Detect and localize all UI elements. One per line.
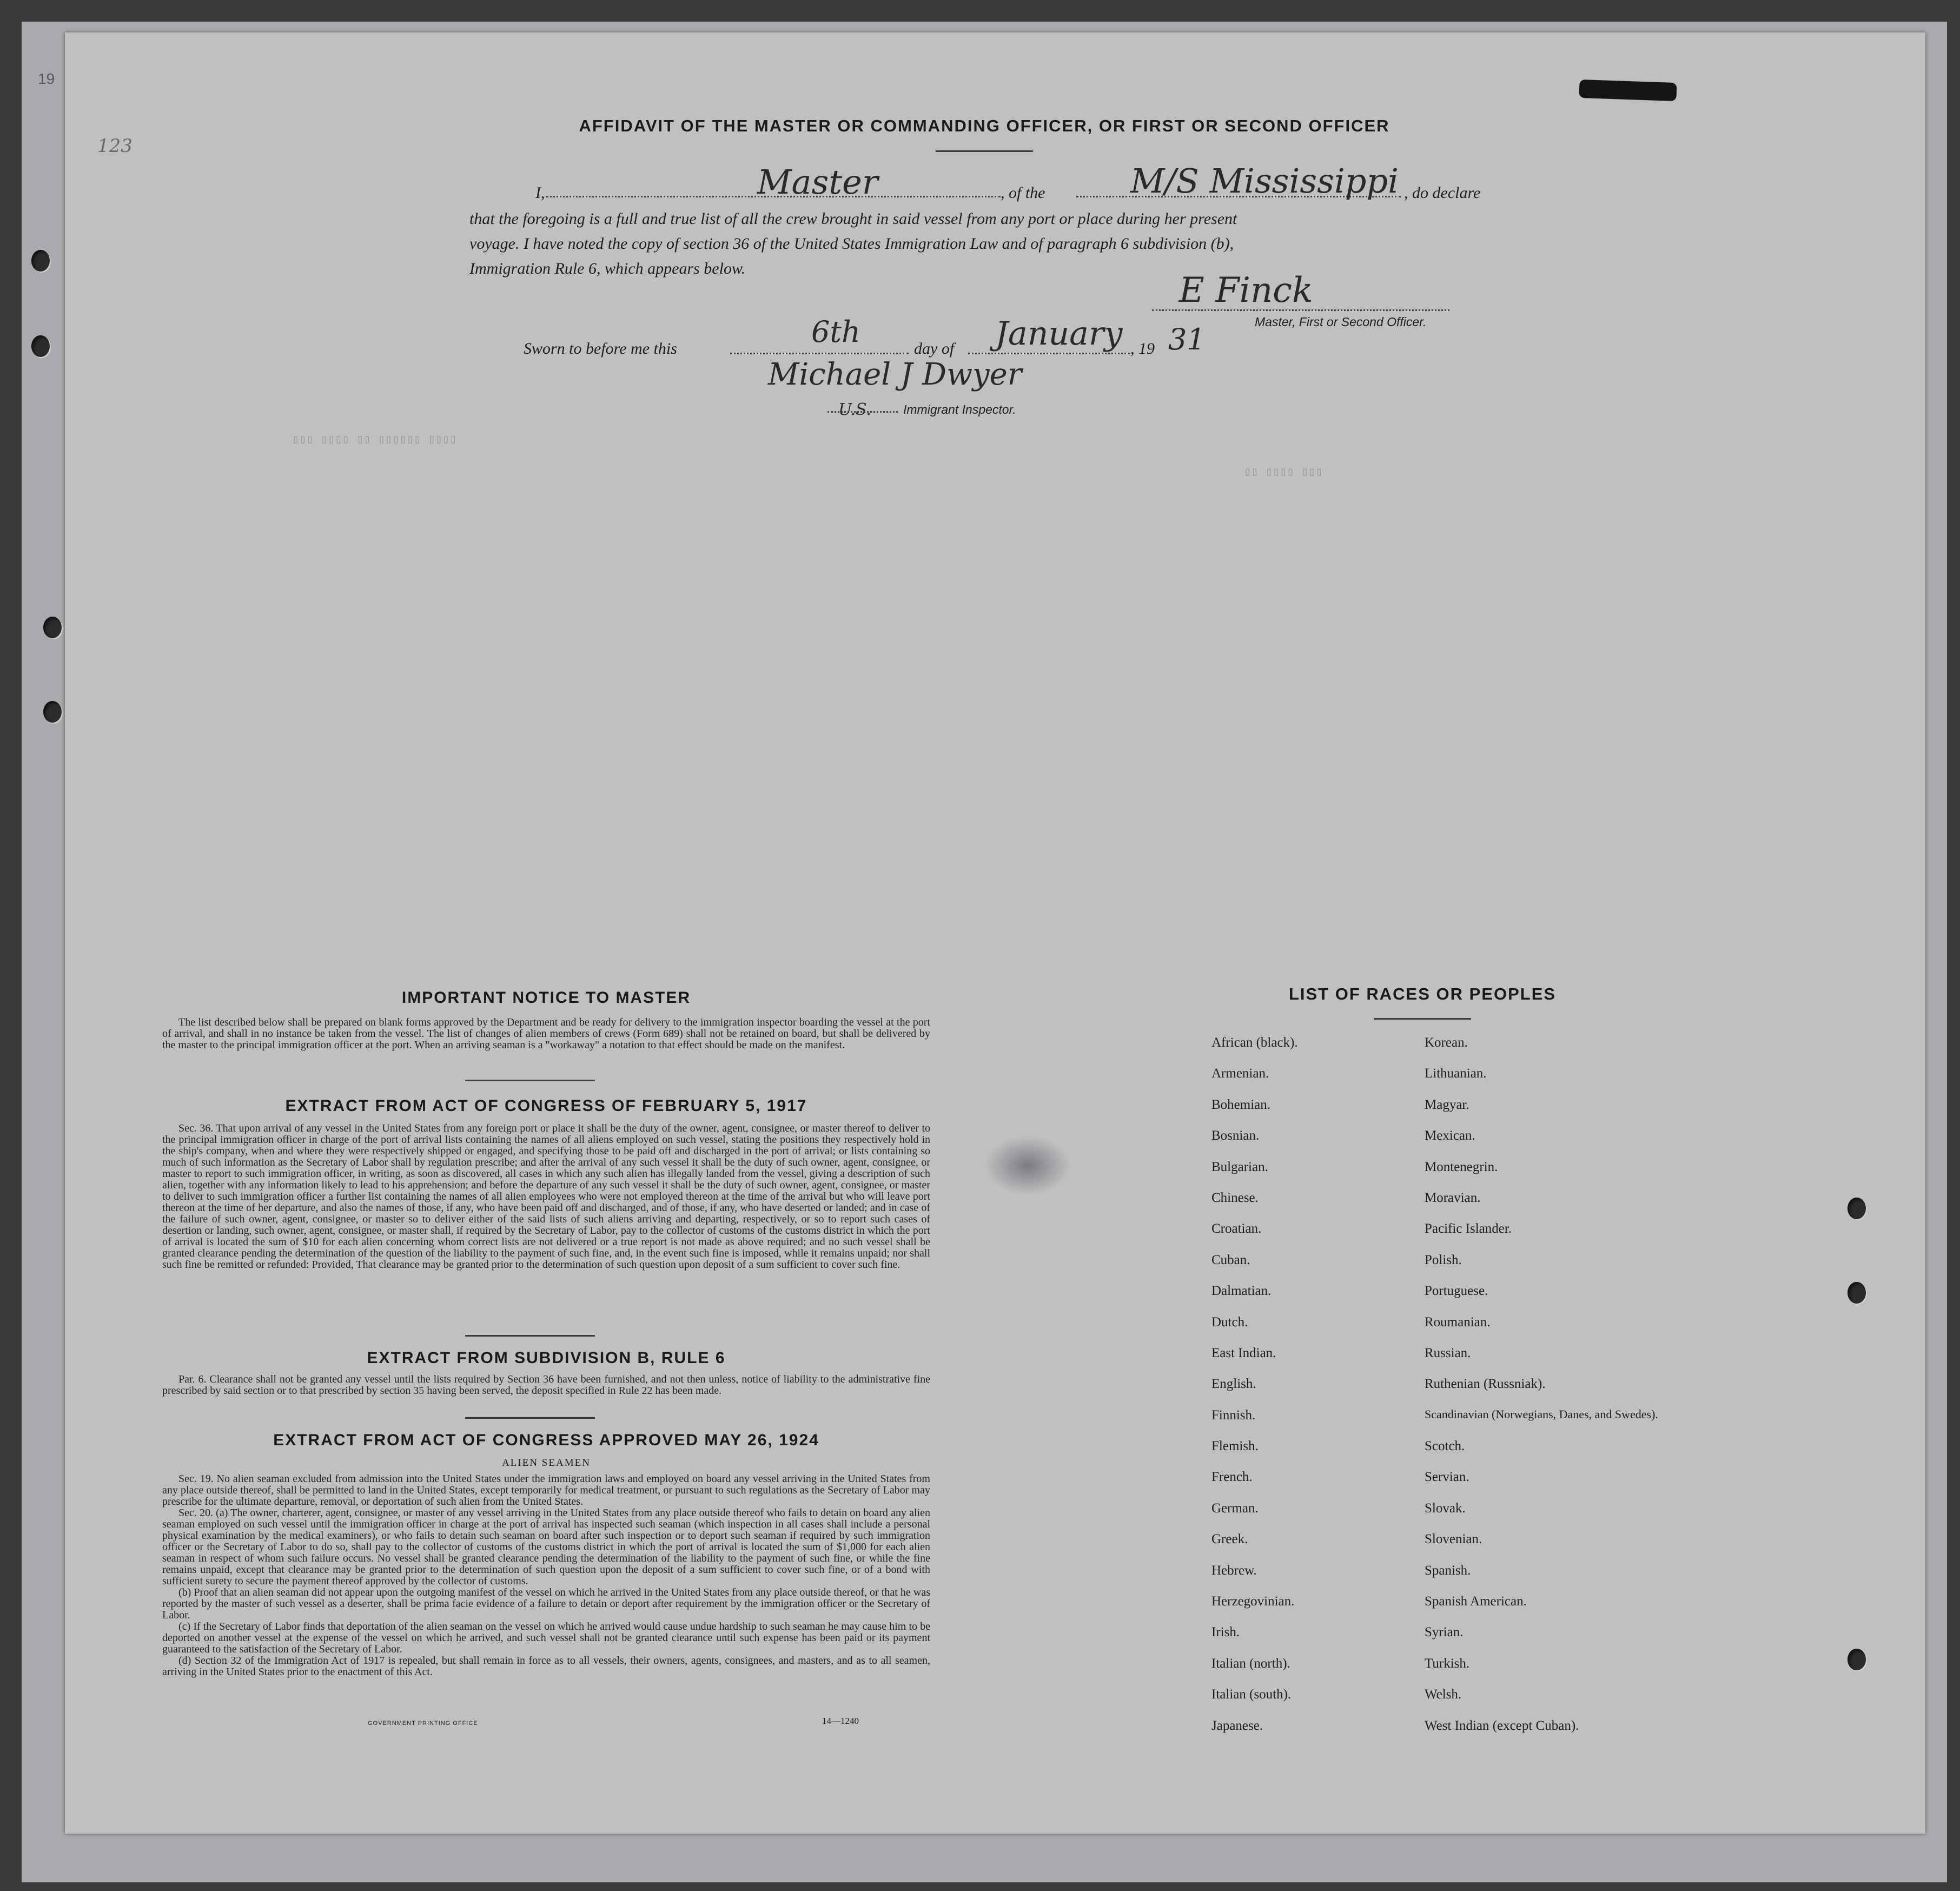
- extract-rule6-title: EXTRACT FROM SUBDIVISION B, RULE 6: [367, 1349, 726, 1367]
- extract-1924-paragraph: (d) Section 32 of the Immigration Act of 1917 is repealed, but shall remain in force as to all vessels, their owners, agents, consignees, and masters, and as to all seamen, arriving in the United States prior to the enactment of this Act.: [162, 1655, 930, 1678]
- officer-title-handwritten: Master: [757, 162, 878, 202]
- race-item: Herzegovinian.: [1211, 1594, 1295, 1609]
- smudge: [984, 1136, 1071, 1195]
- race-item: French.: [1211, 1470, 1253, 1485]
- race-item: Servian.: [1425, 1470, 1469, 1485]
- form-number: 14—1240: [822, 1716, 859, 1726]
- binder-hole: [1848, 1198, 1866, 1219]
- binder-hole: [31, 335, 50, 357]
- races-left-column: [1211, 1035, 1428, 1749]
- race-item: Cuban.: [1211, 1252, 1250, 1267]
- title-divider: [936, 150, 1033, 152]
- declare-suffix: , do declare: [1404, 184, 1481, 202]
- race-item: Ruthenian (Russniak).: [1425, 1377, 1546, 1392]
- declaration-line-4: Immigration Rule 6, which appears below.: [469, 260, 746, 277]
- race-item: Dutch.: [1211, 1314, 1248, 1330]
- races-divider: [1374, 1018, 1471, 1020]
- race-item: Mexican.: [1425, 1128, 1475, 1143]
- races-title: LIST OF RACES OR PEOPLES: [1288, 984, 1557, 1003]
- extract-1924-text: [162, 1473, 930, 1678]
- race-item: Japanese.: [1211, 1718, 1263, 1733]
- sworn-day: 6th: [811, 315, 860, 349]
- race-item: Greek.: [1211, 1532, 1248, 1547]
- race-item: Syrian.: [1425, 1625, 1464, 1640]
- extract-1917-paragraph: Sec. 36. That upon arrival of any vessel in the United States from any foreign port or place it shall be the duty of the owner, agent, consignee, or master thereof to deliver to the principal immigration officer in charge of the port of arrival lists containing the names of all aliens employed on such vessel, stating the positions they respectively hold in the ship's company, when and where they were respectively shipped or engaged, and specifying those to be paid off and discharged in the port of arrival; or lists containing so much of such information as the Secretary of Labor shall by regulation prescribe; and after the arrival of any such vessel it shall be the duty of such owner, agent, consignee, or master to report to such immigration officer, in writing, as soon as discovered, all cases in which any such alien has illegally landed from the vessel, giving a description of such alien, together with any information likely to lead to his apprehension; and before the departure of any such vessel it shall be the duty of such owner, agent, consignee, or master to deliver to such immigration officer a further list containing the names of all alien employees who were not employed thereon at the time of the arrival but who will leave port thereon at the time of her departure, and also the names of those, if any, who have been paid off and discharged, and of those, if any, who have deserted or landed; and in case of the failure of such owner, agent, consignee, or master so to deliver either of the said lists of such aliens arriving and departing, respectively, or so to report such cases of desertion or landing, such owner, agent, consignee, or master shall, if required by the Secretary of Labor, pay to the collector of customs of the customs district in which the port of arrival is located the sum of $10 for each alien concerning whom correct lists are not delivered or a true report is not made as above required; and no such vessel shall be granted clearance pending the determination of the question of the liability to the payment of such fine, and, in the event such fine is imposed, while it remains unpaid; nor shall such fine be remitted or refunded: Provided, That clearance may be granted prior to the determination of such question upon deposit of a sum sufficient to cover such fine.: [162, 1122, 930, 1271]
- declare-prefix: I,: [535, 184, 545, 202]
- race-item: Spanish.: [1425, 1563, 1471, 1578]
- race-item: Russian.: [1425, 1345, 1471, 1360]
- sworn-day-label: day of: [914, 340, 955, 358]
- race-item: Moravian.: [1425, 1190, 1481, 1205]
- race-item: Magyar.: [1425, 1097, 1469, 1112]
- officer-signature: E Finck: [1179, 270, 1313, 310]
- binder-hole: [43, 617, 62, 638]
- race-item: Roumanian.: [1425, 1314, 1491, 1330]
- corner-mark: 123: [97, 135, 133, 157]
- inspector-caption: Immigrant Inspector.: [903, 402, 1016, 416]
- race-item: Slovak.: [1425, 1500, 1466, 1516]
- declaration-line-3: voyage. I have noted the copy of section 36 of the United States Immigration Law and of paragraph 6 subdivision (b),: [469, 235, 1234, 253]
- race-item: East Indian.: [1211, 1345, 1276, 1360]
- race-item: Finnish.: [1211, 1407, 1256, 1423]
- bleed-through: ▯▯ ▯▯▯▯ ▯▯▯: [1244, 466, 1323, 479]
- page-number-mark: 19: [38, 70, 55, 87]
- inspector-prefix: U.S.: [838, 400, 872, 419]
- extract-1924-paragraph: Sec. 19. No alien seaman excluded from admission into the United States under the immigration laws and employed on board any vessel arriving in the United States from any place outside thereof, shall be permitted to land in the United States, except temporarily for medical treatment, or pursuant to such regulations as the Secretary of Labor may prescribe for the ultimate departure, removal, or deportation of such alien from the United States.: [162, 1473, 930, 1507]
- race-item: Italian (south).: [1211, 1687, 1292, 1702]
- notice-title: IMPORTANT NOTICE TO MASTER: [401, 989, 691, 1007]
- binder-hole: [1848, 1282, 1866, 1304]
- extract-1924-title: EXTRACT FROM ACT OF CONGRESS APPROVED MAY 26, 1924: [273, 1431, 819, 1449]
- race-item: Scotch.: [1425, 1439, 1465, 1454]
- race-item: Italian (north).: [1211, 1656, 1290, 1671]
- race-item: Croatian.: [1211, 1221, 1262, 1237]
- binder-hole: [31, 250, 50, 272]
- races-right-column: [1425, 1035, 1684, 1749]
- sworn-day-line: [730, 353, 909, 354]
- sworn-month-line: [968, 353, 1130, 354]
- extract-rule6-paragraph: Par. 6. Clearance shall not be granted any vessel until the lists required by Section 36 have been furnished, and not then unless, notice of liability to the administrative fine prescribed by said section or to that prescribed by section 35 having been served, the deposit specified in Rule 22 has been made.: [162, 1373, 930, 1397]
- extract-1924-paragraph: (c) If the Secretary of Labor finds that deportation of the alien seaman on the vessel on which he arrived would cause undue hardship to such seaman he may cause him to be deported on another vessel at the expense of the vessel on which he arrived, and such vessel shall not be granted clearance until such expense has been paid or its payment guaranteed to the satisfaction of the Secretary of Labor.: [162, 1621, 930, 1655]
- extract-1924-paragraph: Sec. 20. (a) The owner, charterer, agent, consignee, or master of any vessel arriving in the United States from any place outside thereof who fails to detain on board any alien seaman employed on such vessel until the immigration officer in charge at the port of arrival has inspected such seaman (which inspection in all cases shall include a personal physical examination by the medical examiners), or who fails to detain such seaman on board after such inspection or to deport such seaman if required by such immigration officer or the Secretary of Labor to do so, shall pay to the collector of customs of the customs district in which the port of arrival is located the sum of $1,000 for each alien seaman in respect of whom such failure occurs. No vessel shall be granted clearance pending the determination of the liability to the payment of such fine, or while the fine remains unpaid, except that clearance may be granted prior to the determination of such question upon the deposit of a sum sufficient to cover such fine, or of a bond with sufficient surety to secure the payment thereof approved by the collector of customs.: [162, 1507, 930, 1587]
- race-item: African (black).: [1211, 1035, 1298, 1050]
- race-item: Pacific Islander.: [1425, 1221, 1512, 1237]
- extract-1917-title: EXTRACT FROM ACT OF CONGRESS OF FEBRUARY 5, 1917: [285, 1097, 807, 1115]
- declare-mid: , of the: [1001, 184, 1045, 202]
- inspector-signature: Michael J Dwyer: [768, 357, 1022, 392]
- ink-blot: [1579, 80, 1677, 101]
- officer-caption: Master, First or Second Officer.: [1255, 315, 1427, 329]
- race-item: Welsh.: [1425, 1687, 1462, 1702]
- race-item: Chinese.: [1211, 1190, 1259, 1205]
- race-item: Portuguese.: [1425, 1284, 1488, 1299]
- race-item: Polish.: [1425, 1252, 1462, 1267]
- sworn-year: 31: [1168, 322, 1206, 356]
- race-item: Hebrew.: [1211, 1563, 1257, 1578]
- race-item: Bulgarian.: [1211, 1159, 1268, 1174]
- binder-hole: [43, 701, 62, 723]
- declaration-line-2: that the foregoing is a full and true list of all the crew brought in said vessel from any port or place during her present: [469, 210, 1237, 228]
- race-item: German.: [1211, 1500, 1259, 1516]
- extract-1924-paragraph: (b) Proof that an alien seaman did not appear upon the outgoing manifest of the vessel on which he arrived in the United States from any place outside thereof, or that he was reported by the master of such vessel as a deserter, shall be prima facie evidence of a failure to detain or deport after requirement by the immigration officer or the Secretary of Labor.: [162, 1586, 930, 1621]
- vessel-name-handwritten: M/S Mississippi: [1130, 161, 1399, 201]
- race-item: Dalmatian.: [1211, 1284, 1272, 1299]
- extract-1924-subtitle: ALIEN SEAMEN: [502, 1457, 591, 1469]
- race-item: Bosnian.: [1211, 1128, 1260, 1143]
- race-item: Irish.: [1211, 1625, 1240, 1640]
- extract-rule6-text: [162, 1374, 930, 1397]
- extract-rule6-divider: [465, 1417, 595, 1419]
- race-item: Scandinavian (Norwegians, Danes, and Swedes).: [1425, 1407, 1658, 1421]
- affidavit-title: AFFIDAVIT OF THE MASTER OR COMMANDING OFFICER, OR FIRST OR SECOND OFFICER: [579, 116, 1390, 135]
- extract-1917-text: [162, 1123, 930, 1271]
- binder-hole: [1848, 1649, 1866, 1670]
- race-item: Korean.: [1425, 1035, 1468, 1050]
- sworn-prefix: Sworn to before me this: [524, 340, 677, 358]
- race-item: Bohemian.: [1211, 1097, 1271, 1112]
- bleed-through: ▯▯▯ ▯▯▯▯ ▯▯ ▯▯▯▯▯▯ ▯▯▯▯: [292, 433, 457, 447]
- race-item: Turkish.: [1425, 1656, 1470, 1671]
- race-item: Lithuanian.: [1425, 1066, 1487, 1081]
- race-item: English.: [1211, 1377, 1256, 1392]
- race-item: Armenian.: [1211, 1066, 1269, 1081]
- notice-paragraph: The list described below shall be prepared on blank forms approved by the Department and be ready for delivery to the immigration inspector boarding the vessel at the port of arrival, and shall in no instance be taken from the vessel. The list of changes of alien members of crews (Form 689) shall not be retained on board, but shall be delivered by the master to the principal immigration officer at the port. When an arriving seaman is a "workaway" a notation to that effect should be made on the manifest.: [162, 1016, 930, 1051]
- notice-divider: [465, 1080, 595, 1081]
- notice-text: [162, 1017, 930, 1051]
- sworn-month: January: [995, 315, 1123, 353]
- sworn-year-prefix: , 19: [1130, 340, 1155, 358]
- race-item: Flemish.: [1211, 1439, 1259, 1454]
- race-item: Slovenian.: [1425, 1532, 1482, 1547]
- printer-credit: GOVERNMENT PRINTING OFFICE: [368, 1720, 478, 1727]
- extract-1917-divider: [465, 1335, 595, 1337]
- race-item: Montenegrin.: [1425, 1159, 1498, 1174]
- race-item: Spanish American.: [1425, 1594, 1527, 1609]
- race-item: West Indian (except Cuban).: [1425, 1718, 1579, 1733]
